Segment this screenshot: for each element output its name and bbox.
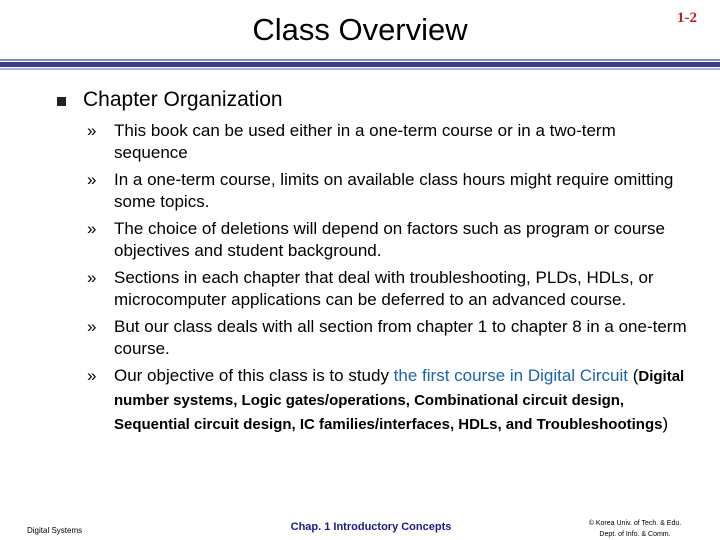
objective-detail: Digital number systems, Logic gates/operations, Combinational circuit design, Sequential circuit design, IC families/interfaces, HDLs, and Troubleshootings <box>114 368 685 433</box>
footer-chapter-title: Chap. 1 Introductory Concepts <box>290 521 452 533</box>
list-item-text: The choice of deletions will depend on factors such as program or course objectives and student background. <box>114 219 665 260</box>
page-number: 1-2 <box>677 10 697 26</box>
title-divider-bottom <box>0 68 720 70</box>
title-divider-top <box>0 59 720 61</box>
list-item <box>84 267 694 311</box>
list-item-text: Sections in each chapter that deal with troubleshooting, PLDs, HDLs, or microcomputer applications can be deferred to an advanced course. <box>114 268 654 309</box>
chevron-bullet-icon: » <box>87 366 97 385</box>
chevron-bullet-icon: » <box>87 317 97 336</box>
footer-course-name: Digital Systems <box>27 526 83 535</box>
list-item <box>84 120 694 164</box>
chevron-bullet-icon: » <box>87 268 97 287</box>
chevron-bullet-icon: » <box>87 121 97 140</box>
bullet-list <box>84 120 694 442</box>
list-item <box>84 316 694 360</box>
list-item <box>84 218 694 262</box>
slide-title: Class Overview <box>252 12 468 47</box>
title-divider-main <box>0 62 720 67</box>
list-item-text: In a one-term course, limits on available class hours might require omitting some topics. <box>114 170 674 211</box>
objective-open-paren: ( <box>627 366 639 385</box>
section-title: Chapter Organization <box>83 88 283 111</box>
footer-copyright-line1: © Korea Univ. of Tech. & Edu. <box>588 520 682 527</box>
footer-copyright-line2: Dept. of Info. & Comm. <box>599 531 671 538</box>
objective-prefix: Our objective of this class is to study <box>114 366 394 385</box>
list-item-text: But our class deals with all section from chapter 1 to chapter 8 in a one-term course. <box>114 317 687 358</box>
square-bullet-icon <box>57 97 66 106</box>
list-item-text: This book can be used either in a one-term course or in a two-term sequence <box>114 121 616 162</box>
objective-highlight: the first course in Digital Circuit <box>393 366 628 385</box>
list-item <box>84 169 694 213</box>
chevron-bullet-icon: » <box>87 170 97 189</box>
section-header <box>30 88 700 116</box>
footer-copyright <box>560 518 710 540</box>
objective-close-paren: ) <box>662 414 669 433</box>
list-item <box>84 365 694 437</box>
chevron-bullet-icon: » <box>87 219 97 238</box>
